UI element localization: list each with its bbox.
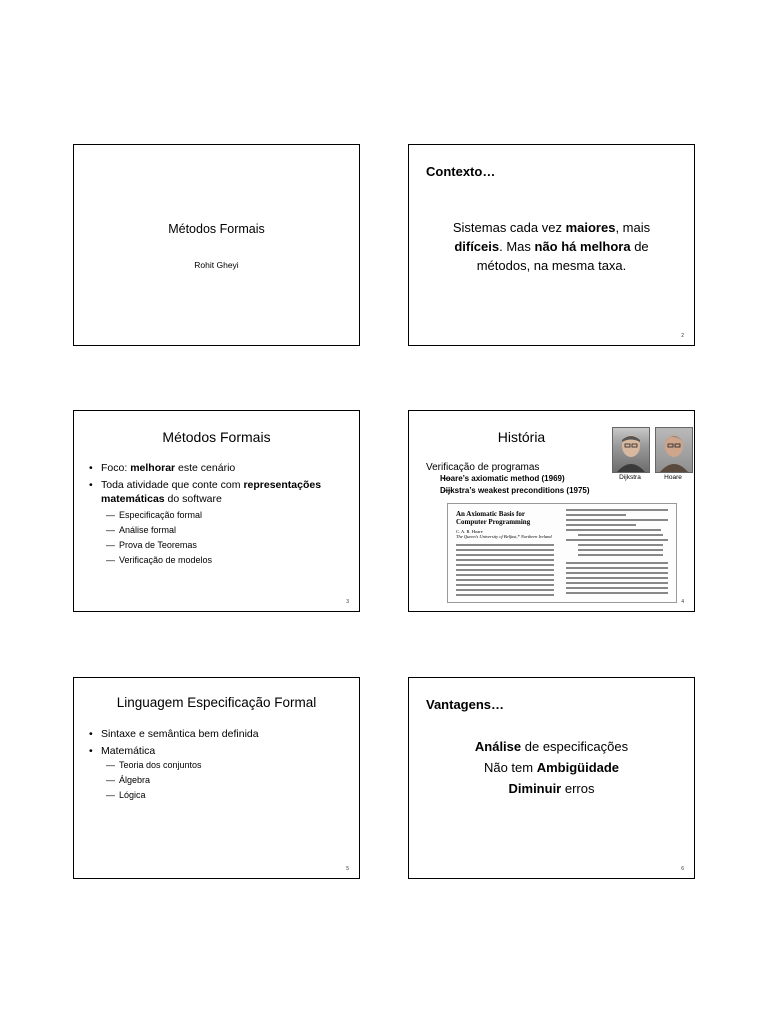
text-line [566,509,668,511]
bullet-item: • Sintaxe e semântica bem definida [89,727,351,741]
page-number: 6 [681,866,684,872]
slide-6-body [409,736,694,799]
portrait-icon [613,428,649,472]
text-bold: representações [243,479,322,491]
text-line [456,589,554,591]
sub-item: — Lógica [89,788,351,803]
text: Não tem [483,760,537,775]
slide-6 [408,677,695,879]
dijkstra-photo [612,427,650,473]
slide-5-bullets [89,727,351,803]
text: , mais [615,220,651,235]
slide-2 [408,144,695,346]
text-line [566,529,661,531]
text-line [566,582,668,584]
bullet-item [89,461,351,475]
text-line [578,549,663,551]
text-bold: não há melhora [534,239,631,254]
text-line [456,574,554,576]
text: métodos, na mesma taxa. [476,258,627,273]
text-bold: Ambigüidade [536,760,620,775]
text-line [566,539,668,541]
sub-item [426,473,626,485]
bullet-item [89,478,351,506]
text-line [456,579,554,581]
text-bold: Análise [474,739,522,754]
slide-1-title: Métodos Formais [168,222,265,236]
text: Foco: [101,462,131,474]
sub-item: — Álgebra [89,773,351,788]
portrait-icon [656,428,692,472]
sub-item: — Especificação formal [89,508,351,523]
text: The Queen’s University of Belfast,* Northern Ireland [456,534,552,539]
page-number: 3 [346,599,349,605]
slide-5 [73,677,360,879]
hoare-caption: Hoare [664,474,682,481]
page-number: 2 [681,333,684,339]
text-line [456,554,554,556]
slide-4-list [426,473,626,497]
sub-item: — Prova de Teoremas [89,538,351,553]
text-line [456,549,554,551]
paper-excerpt-image [447,503,677,603]
text: do software [164,493,222,505]
text-line [578,534,663,536]
page-number: 5 [346,866,349,872]
text-line [566,524,636,526]
sub-item: — Análise formal [89,523,351,538]
slide-4-subtitle: Verificação de programas [426,462,540,473]
slide-1-author: Rohit Gheyi [194,260,239,270]
text-line [456,584,554,586]
slide-2-title: Contexto… [426,164,496,179]
text-line [566,587,668,589]
slide-1 [73,144,360,346]
text-line [566,592,668,594]
sub-item [426,485,626,497]
text-bold: Dijkstra’s weakest preconditions (1975) [440,486,590,495]
text-line [456,544,554,546]
text: Sistemas cada vez [452,220,566,235]
slide-3 [73,410,360,612]
paper-title: An Axiomatic Basis for Computer Programming [456,510,531,526]
sub-item: — Verificação de modelos [89,553,351,568]
text-line [456,569,554,571]
slide-3-title: Métodos Formais [162,429,271,445]
text-line [456,564,554,566]
text: Toda atividade que conte com [101,479,244,491]
slide-2-body [409,218,694,275]
text-line [566,567,668,569]
bullet-item: • Matemática [89,744,351,758]
text: . Mas [499,239,535,254]
slide-4 [408,410,695,612]
dijkstra-caption: Dijkstra [619,474,641,481]
sub-item: — Teoria dos conjuntos [89,758,351,773]
text-line [456,559,554,561]
text: C. A. R. Hoare [456,529,483,534]
slide-6-title: Vantagens… [426,697,505,712]
text-bold: Hoare’s axiomatic method (1969) [440,474,565,483]
text-line [566,562,668,564]
slide-4-title: História [497,429,546,445]
text-bold: maiores [565,220,616,235]
text-bold: matemáticas [101,493,165,505]
text: erros [561,781,595,796]
slide-3-bullets [89,461,351,568]
text-line [566,572,668,574]
text-line [566,519,668,521]
text-bold: difíceis [454,239,500,254]
slide-5-title: Linguagem Especificação Formal [116,695,317,710]
page-number: 4 [681,599,684,605]
text-line [566,514,626,516]
text: este cenário [175,462,236,474]
text: de [630,239,649,254]
text-line [578,554,663,556]
text-line [578,544,663,546]
paper-author [456,529,556,539]
text: de especificações [521,739,629,754]
text-bold: melhorar [130,462,176,474]
text-line [566,577,668,579]
text-bold: Diminuir [508,781,562,796]
text-line [456,594,554,596]
hoare-photo [655,427,693,473]
